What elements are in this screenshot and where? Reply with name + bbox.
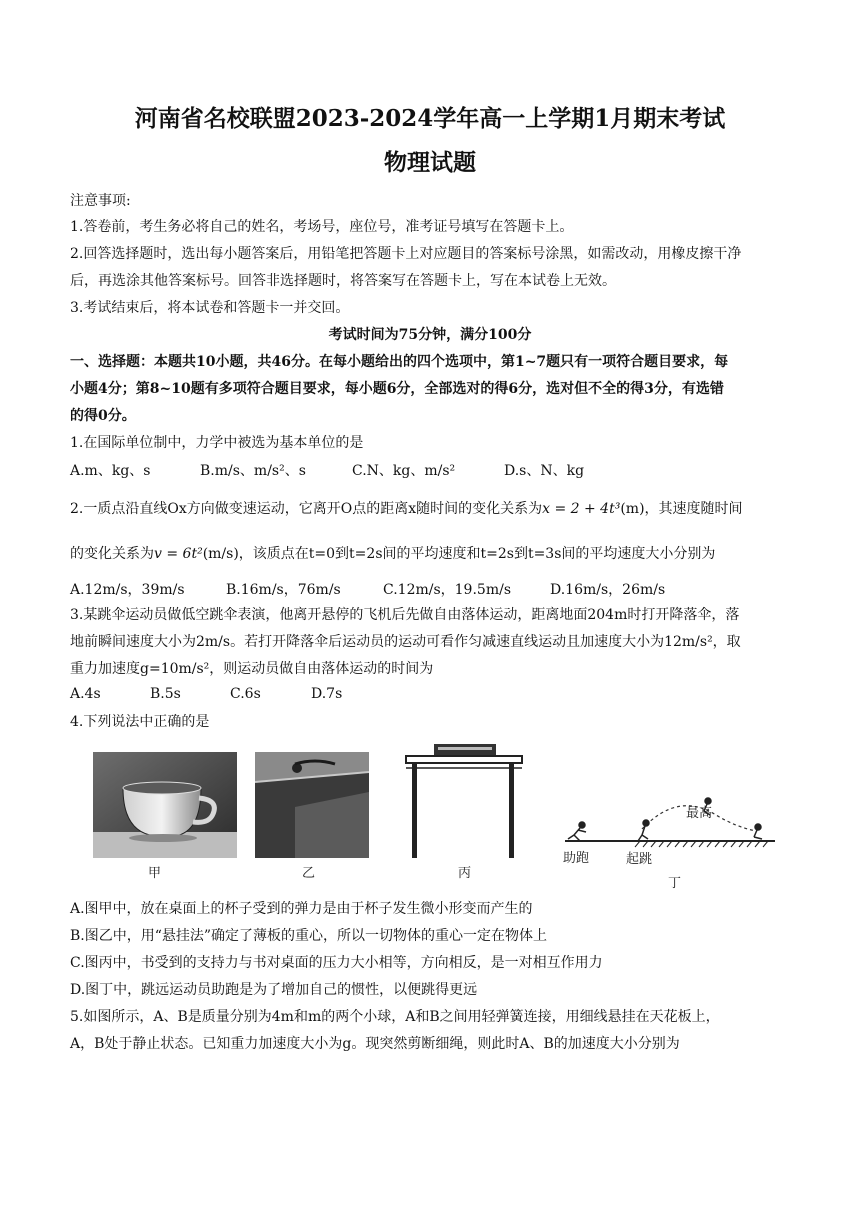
book-on-table-drawing: [404, 742, 524, 860]
section-instruction: 的得0分。: [70, 408, 136, 424]
section-instruction: 小题4分；第8~10题有多项符合题目要求，每小题6分，全部选对的得6分，选对但不全的得3分，有选错: [70, 381, 724, 397]
q3-option-b: B.5s: [150, 686, 181, 702]
question-3-stem: 地前瞬间速度大小为2m/s。若打开降落伞后运动员的运动可看作匀减速直线运动且加速度大小为12m/s²，取: [70, 634, 741, 650]
jumper-takeoff-icon: [638, 820, 649, 841]
jump-label-takeoff: 起跳: [626, 852, 653, 867]
question-2-stem-cont: [70, 543, 795, 563]
q1-option-d: D.s、N、kg: [504, 463, 585, 479]
q2-stem-text: (m)，其速度随时间: [620, 501, 743, 517]
exam-title: 河南省名校联盟2023-2024学年高一上学期1月期末考试: [134, 105, 726, 132]
q2-option-b: B.16m/s，76m/s: [226, 582, 341, 598]
question-5-stem: 5.如图所示，A、B是质量分别为4m和m的两个小球，A和B之间用轻弹簧连接，用细线悬挂在天花板上，: [70, 1009, 720, 1025]
notice-item: 3.考试结束后，将本试卷和答题卡一并交回。: [70, 300, 350, 316]
figure-caption-bing: 丙: [458, 866, 472, 881]
jump-label-runup: 助跑: [563, 851, 590, 866]
q2-option-c: C.12m/s，19.5m/s: [383, 582, 512, 598]
q1-option-c: C.N、kg、m/s²: [352, 463, 456, 479]
question-3-stem: 3.某跳伞运动员做低空跳伞表演，他离开悬停的飞机后先做自由落体运动，距离地面204m时打开降落伞，落: [70, 607, 740, 623]
q2-option-d: D.16m/s，26m/s: [550, 582, 666, 598]
section-instruction: 一、选择题：本题共10小题，共46分。在每小题给出的四个选项中，第1~7题只有一项符合题目要求，每: [70, 354, 729, 370]
figure-caption-yi: 乙: [302, 866, 316, 881]
q4-option-b: B.图乙中，用“悬挂法”确定了薄板的重心，所以一切物体的重心一定在物体上: [70, 928, 548, 944]
q2-stem-text: 的变化关系为: [70, 546, 154, 562]
q3-option-a: A.4s: [70, 686, 101, 702]
jumper-landing-icon: [754, 824, 762, 839]
question-4-stem: 4.下列说法中正确的是: [70, 714, 210, 730]
notice-item: 后，再选涂其他答案标号。回答非选择题时，将答案写在答题卡上，写在本试卷上无效。: [70, 273, 616, 289]
notice-heading: 注意事项:: [70, 193, 131, 209]
q2-stem-text: 2.一质点沿直线Ox方向做变速运动，它离开O点的距离x随时间的变化关系为: [70, 501, 543, 517]
suspended-plate-photo: [255, 752, 369, 858]
q4-option-c: C.图丙中，书受到的支持力与书对桌面的压力大小相等，方向相反，是一对相互作用力: [70, 955, 603, 971]
figure-caption-ding: 丁: [668, 876, 682, 891]
q3-option-c: C.6s: [230, 686, 261, 702]
long-jump-diagram: [560, 795, 780, 875]
cup-on-table-photo: [93, 752, 237, 858]
q2-position-formula: x = 2 + 4t³: [542, 501, 621, 517]
question-5-stem: A，B处于静止状态。已知重力加速度大小为g。现突然剪断细绳，则此时A、B的加速度大小分别为: [70, 1036, 680, 1052]
q4-option-d: D.图丁中，跳远运动员助跑是为了增加自己的惯性，以便跳得更远: [70, 982, 478, 998]
q1-option-b: B.m/s、m/s²、s: [200, 463, 306, 479]
notice-item: 2.回答选择题时，选出每小题答案后，用铅笔把答题卡上对应题目的答案标号涂黑，如需改动，用橡皮擦干净: [70, 246, 742, 262]
exam-time-info: 考试时间为75分钟，满分100分: [328, 327, 532, 343]
figure-caption-jia: 甲: [148, 866, 162, 881]
question-2-stem: [70, 498, 795, 518]
notice-item: 1.答卷前，考生务必将自己的姓名，考场号，座位号，准考证号填写在答题卡上。: [70, 219, 574, 235]
question-1-stem: 1.在国际单位制中，力学中被选为基本单位的是: [70, 435, 364, 451]
q1-option-a: A.m、kg、s: [70, 463, 151, 479]
q4-option-a: A.图甲中，放在桌面上的杯子受到的弹力是由于杯子发生微小形变而产生的: [70, 901, 533, 917]
runner-icon: [568, 822, 586, 841]
q3-option-d: D.7s: [311, 686, 343, 702]
jump-label-highest: 最高: [686, 806, 713, 821]
exam-subtitle: 物理试题: [384, 149, 476, 176]
q2-option-a: A.12m/s，39m/s: [70, 582, 185, 598]
q2-velocity-formula: v = 6t²: [154, 546, 203, 562]
q2-stem-text: (m/s)，该质点在t=0到t=2s间的平均速度和t=2s到t=3s间的平均速度大小分别为: [202, 546, 716, 562]
question-3-stem: 重力加速度g=10m/s²，则运动员做自由落体运动的时间为: [70, 661, 434, 677]
